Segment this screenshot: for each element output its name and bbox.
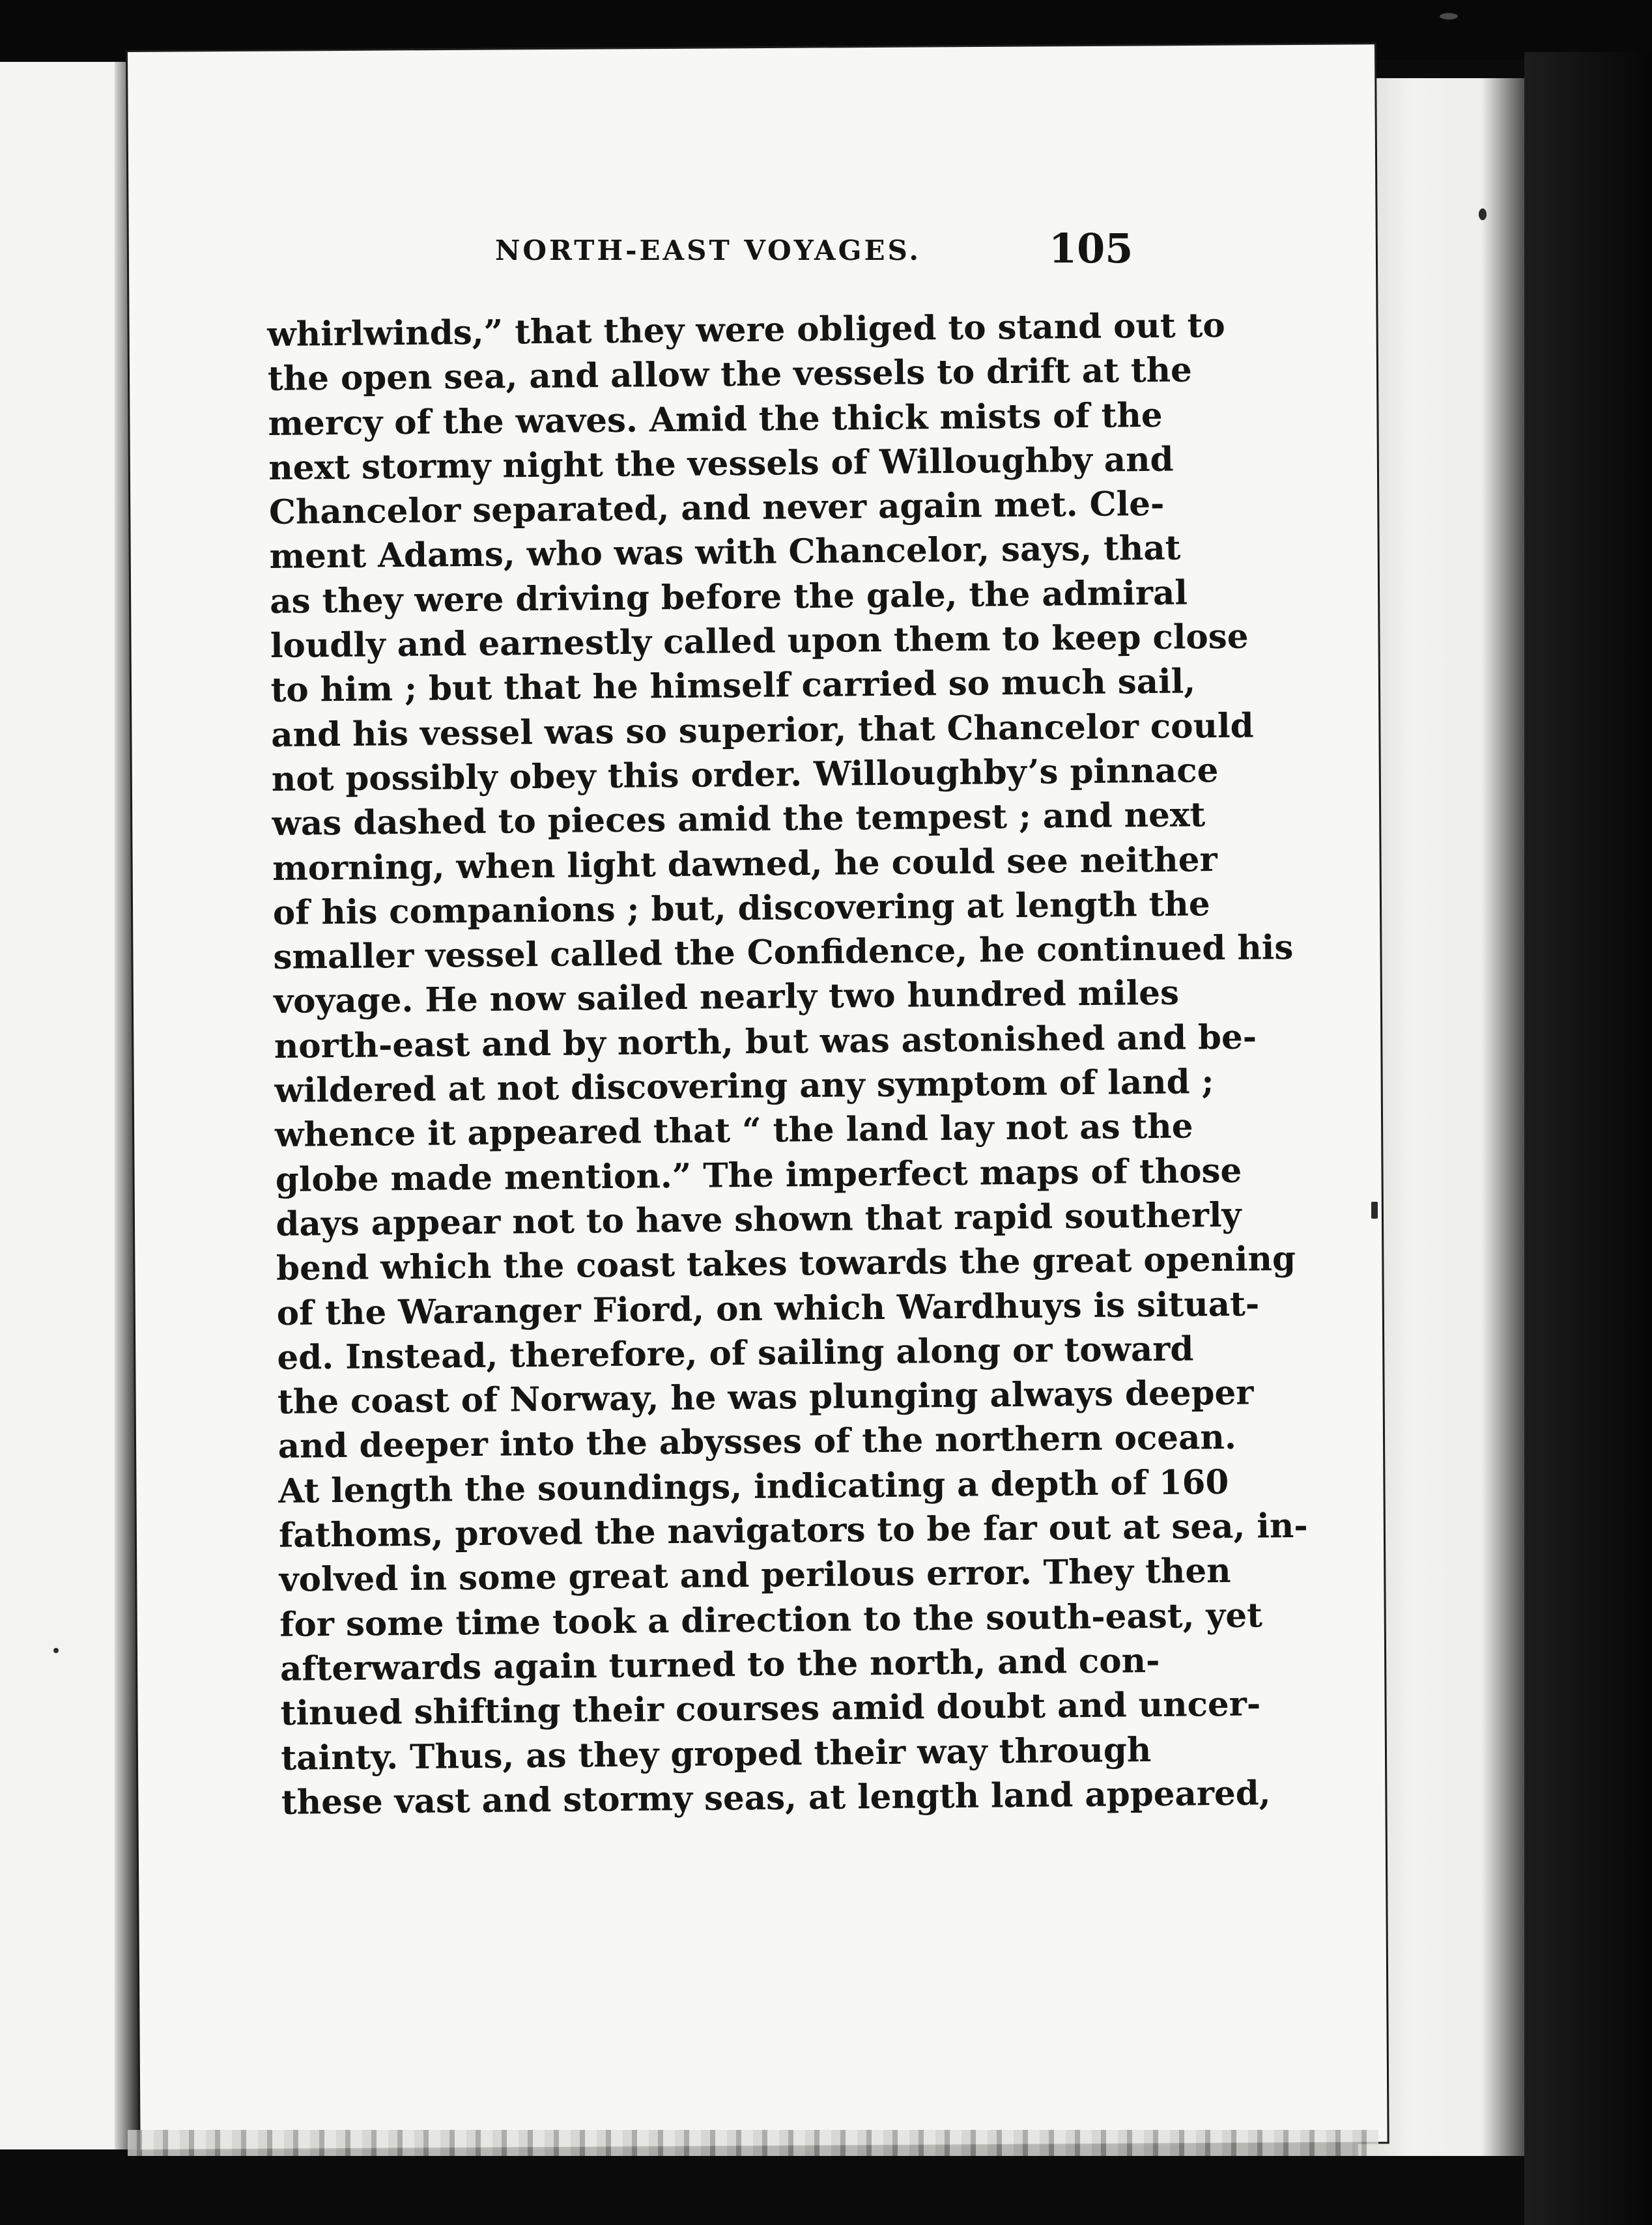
text-line: of the Waranger Fiord, on which Wardhuys is situat- — [276, 1284, 1260, 1333]
text-line: morning, when light dawned, he could see neither — [272, 840, 1218, 888]
text-line: voyage. He now sailed nearly two hundred miles — [273, 974, 1180, 1022]
text-line: whirlwinds,” that they were obliged to stand out to — [267, 305, 1225, 354]
text-line: these vast and stormy seas, at length land appeared, — [281, 1774, 1271, 1822]
text-line: globe made mention.” The imperfect maps of those — [275, 1151, 1242, 1200]
paper-speck — [1371, 1202, 1378, 1219]
text-line: smaller vessel called the Confidence, he continued his — [273, 928, 1294, 978]
text-line: whence it appeared that “ the land lay not as the — [274, 1107, 1193, 1155]
text-line: north-east and by north, but was astonished and be- — [274, 1017, 1257, 1066]
text-line: loudly and earnestly called upon them to keep close — [270, 617, 1249, 666]
text-line: tainty. Thus, as they groped their way through — [281, 1730, 1152, 1778]
paper-speck — [1440, 13, 1458, 20]
text-line: ment Adams, who was with Chancelor, says, that — [269, 529, 1181, 577]
text-line: tinued shifting their courses amid doubt and uncer- — [280, 1684, 1261, 1734]
text-line: the coast of Norway, he was plunging always deeper — [277, 1373, 1254, 1423]
paper-speck — [53, 1648, 59, 1653]
text-line: not possibly obey this order. Willoughby’s pinnace — [271, 750, 1219, 799]
text-line: next stormy night the vessels of Willoughby and — [268, 440, 1174, 488]
text-line: days appear not to have shown that rapid southerly — [276, 1195, 1242, 1244]
text-line: as they were driving before the gale, the admiral — [269, 573, 1188, 621]
text-line: was dashed to pieces amid the tempest ; and next — [272, 795, 1206, 844]
facing-page-edge — [0, 62, 128, 2149]
book-cover-edge — [1524, 52, 1652, 2225]
text-line: and deeper into the abysses of the northern ocean. — [278, 1418, 1237, 1467]
text-line: of his companions ; but, discovering at length the — [272, 885, 1210, 933]
text-line: wildered at not discovering any symptom of land ; — [274, 1062, 1214, 1111]
paper-speck — [1479, 208, 1487, 220]
text-line: and his vessel was so superior, that Chancelor could — [270, 706, 1254, 755]
page-number: 105 — [1049, 225, 1133, 272]
text-line: the open sea, and allow the vessels to drift at the — [267, 350, 1193, 399]
text-line: to him ; but that he himself carried so much sail, — [270, 662, 1196, 711]
text-line: Chancelor separated, and never again met. Cle- — [268, 484, 1165, 533]
body-text — [267, 304, 1308, 1825]
text-line: volved in some great and perilous error. They then — [279, 1552, 1231, 1600]
text-line: mercy of the waves. Amid the thick mists of the — [268, 395, 1163, 444]
text-line: At length the soundings, indicating a depth of 160 — [278, 1462, 1229, 1511]
text-line: afterwards again turned to the north, and con- — [279, 1641, 1160, 1689]
text-line: bend which the coast takes towards the great opening — [276, 1240, 1296, 1289]
page-bottom-edge — [128, 2130, 1378, 2156]
text-line: ed. Instead, therefore, of sailing along or toward — [277, 1329, 1194, 1378]
text-line: for some time took a direction to the south-east, yet — [279, 1596, 1263, 1645]
text-line: fathoms, proved the navigators to be far out at sea, in- — [278, 1506, 1308, 1555]
running-head: NORTH-EAST VOYAGES. — [495, 234, 921, 266]
